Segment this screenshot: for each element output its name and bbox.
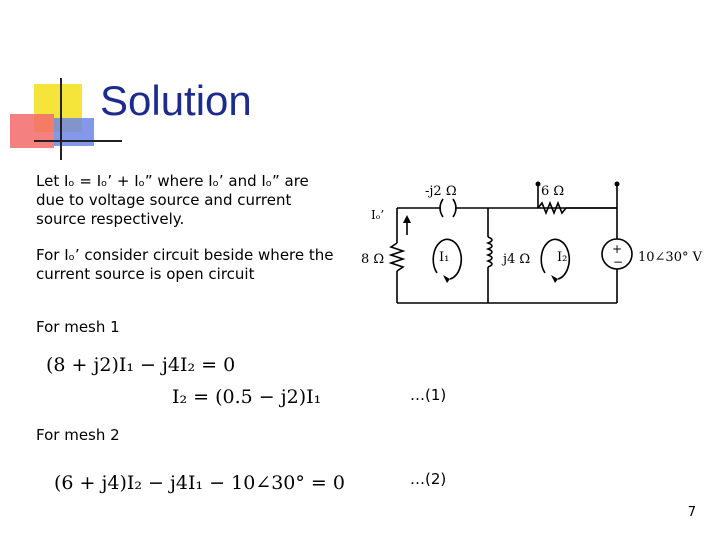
equation-2-tag: …(2)	[410, 470, 447, 488]
resistor-6-label: 6 Ω	[541, 184, 565, 199]
mesh2-equation-1-text: (6 + j4)I₂ − j4I₁ − 10∠30° = 0	[54, 472, 345, 494]
decor-red-square	[10, 114, 54, 148]
source-minus-label: −	[613, 255, 624, 269]
mesh2-current-label: I₂	[557, 250, 568, 265]
mesh1-equation-2	[172, 386, 321, 408]
mesh2-equation-1	[54, 472, 345, 494]
mesh1-equation-1	[46, 354, 235, 376]
circuit-diagram	[355, 175, 715, 325]
mesh1-current-label: I₁	[439, 250, 450, 265]
inductor-label: j4 Ω	[503, 252, 531, 267]
open-circuit-paragraph: For Iₒ’ consider circuit beside where the current source is open circuit	[36, 246, 334, 283]
mesh2-label: For mesh 2	[36, 426, 120, 444]
capacitor-label: -j2 Ω	[425, 184, 457, 199]
io-label: Iₒ’	[371, 208, 385, 222]
equation-1-tag: …(1)	[410, 386, 447, 404]
slide-title: Solution	[100, 77, 252, 124]
decor-horizontal-line	[34, 140, 122, 142]
page-number: 7	[687, 505, 696, 520]
source-plus-label: +	[612, 242, 623, 256]
decor-vertical-line	[60, 78, 62, 160]
mesh1-label: For mesh 1	[36, 318, 120, 336]
source-value-label: 10∠30° V	[638, 250, 702, 265]
intro-paragraph: Let Iₒ = Iₒ’ + Iₒ” where Iₒ’ and Iₒ” are due to voltage source and current source respectively.	[36, 172, 309, 228]
mesh1-equation-2-text: I₂ = (0.5 − j2)I₁	[172, 386, 322, 408]
mesh1-equation-1-text: (8 + j2)I₁ − j4I₂ = 0	[46, 354, 236, 376]
resistor-8-label: 8 Ω	[361, 252, 385, 267]
